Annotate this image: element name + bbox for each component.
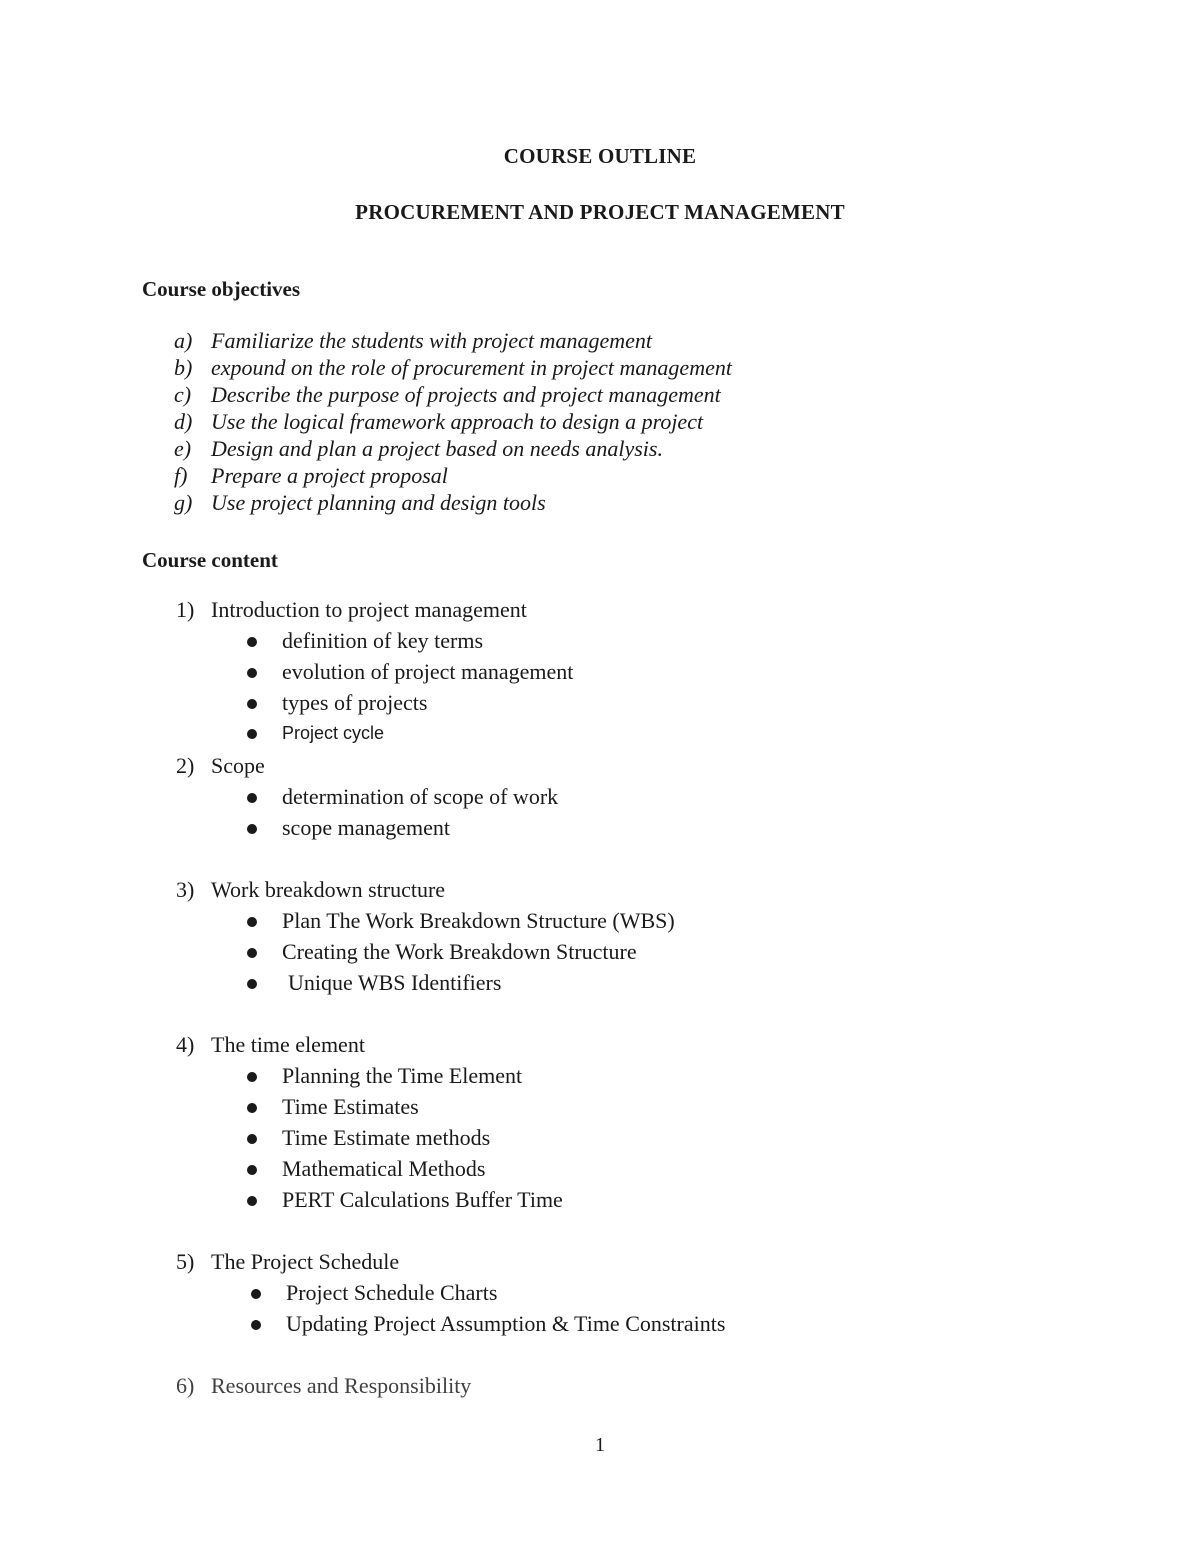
topic-subitem: Project cycle bbox=[282, 723, 385, 743]
topic-number: 1) bbox=[176, 597, 195, 622]
topic-subitem: Project Schedule Charts bbox=[286, 1280, 498, 1305]
objectives-list bbox=[174, 327, 732, 516]
topic-number: 3) bbox=[176, 877, 195, 902]
bullet-icon bbox=[247, 637, 257, 647]
objective-text: Describe the purpose of projects and project management bbox=[211, 382, 721, 407]
bullet-icon bbox=[247, 793, 257, 803]
topic-subitem: Time Estimate methods bbox=[282, 1125, 491, 1150]
topic-number: 5) bbox=[176, 1249, 195, 1274]
topic-subitem: Unique WBS Identifiers bbox=[288, 970, 502, 995]
topic-subitem: Plan The Work Breakdown Structure (WBS) bbox=[282, 908, 675, 933]
bullet-icon bbox=[247, 1072, 257, 1082]
topic-heading bbox=[176, 597, 527, 623]
objective-marker: c) bbox=[174, 382, 192, 407]
topic-title: Scope bbox=[211, 753, 265, 778]
objectives-heading: Course objectives bbox=[142, 277, 301, 301]
objective-text: Use project planning and design tools bbox=[211, 490, 546, 515]
bullet-icon bbox=[247, 948, 257, 958]
bullet-icon bbox=[247, 1165, 257, 1175]
bullet-icon bbox=[247, 729, 257, 739]
objective-item bbox=[174, 489, 732, 516]
topic-number: 4) bbox=[176, 1032, 195, 1057]
topic-subitem: PERT Calculations Buffer Time bbox=[282, 1187, 563, 1212]
topic-subitem: evolution of project management bbox=[282, 659, 574, 684]
topic-subitem: definition of key terms bbox=[282, 628, 484, 653]
objective-text: Use the logical framework approach to design a project bbox=[211, 409, 704, 434]
objective-item bbox=[174, 381, 732, 408]
objective-marker: f) bbox=[174, 463, 188, 488]
objective-item bbox=[174, 354, 732, 381]
topic-title: The time element bbox=[211, 1032, 365, 1057]
objective-item bbox=[174, 327, 732, 354]
topic-number: 6) bbox=[176, 1373, 195, 1398]
topic-subitem: types of projects bbox=[282, 690, 428, 715]
bullet-icon bbox=[247, 917, 257, 927]
objective-text: Familiarize the students with project management bbox=[211, 328, 652, 353]
objective-marker: b) bbox=[174, 355, 193, 380]
bullet-icon bbox=[247, 1103, 257, 1113]
objective-text: Design and plan a project based on needs analysis. bbox=[211, 436, 663, 461]
objective-text: expound on the role of procurement in project management bbox=[211, 355, 732, 380]
bullet-icon bbox=[247, 668, 257, 678]
topic-number: 2) bbox=[176, 753, 195, 778]
topic-subitem: Time Estimates bbox=[282, 1094, 419, 1119]
bullet-icon bbox=[251, 1320, 261, 1330]
topic-title: The Project Schedule bbox=[211, 1249, 400, 1274]
topic-subitem: determination of scope of work bbox=[282, 784, 559, 809]
topic-heading bbox=[176, 1373, 471, 1399]
topic-title: Resources and Responsibility bbox=[211, 1373, 472, 1398]
objective-item bbox=[174, 462, 732, 489]
objective-marker: d) bbox=[174, 409, 193, 434]
bullet-icon bbox=[247, 824, 257, 834]
topic-subitem: Updating Project Assumption & Time Constraints bbox=[286, 1311, 726, 1336]
objective-marker: g) bbox=[174, 490, 193, 515]
topic-heading bbox=[176, 1032, 365, 1058]
document-subtitle: PROCUREMENT AND PROJECT MANAGEMENT bbox=[355, 200, 845, 224]
topic-subitem: Mathematical Methods bbox=[282, 1156, 486, 1181]
objective-marker: e) bbox=[174, 436, 192, 461]
topic-title: Introduction to project management bbox=[211, 597, 527, 622]
objective-item bbox=[174, 435, 732, 462]
bullet-icon bbox=[251, 1289, 261, 1299]
topic-subitem: scope management bbox=[282, 815, 450, 840]
content-heading: Course content bbox=[142, 548, 278, 572]
bullet-icon bbox=[247, 979, 257, 989]
objective-item bbox=[174, 408, 732, 435]
topic-heading bbox=[176, 877, 445, 903]
objective-marker: a) bbox=[174, 328, 193, 353]
page-number: 1 bbox=[595, 1434, 605, 1456]
bullet-icon bbox=[247, 1196, 257, 1206]
topic-title: Work breakdown structure bbox=[211, 877, 446, 902]
objective-text: Prepare a project proposal bbox=[211, 463, 448, 488]
topic-heading bbox=[176, 753, 265, 779]
topic-subitem: Planning the Time Element bbox=[282, 1063, 523, 1088]
bullet-icon bbox=[247, 1134, 257, 1144]
bullet-icon bbox=[247, 699, 257, 709]
document-title: COURSE OUTLINE bbox=[503, 144, 697, 168]
topic-heading bbox=[176, 1249, 399, 1275]
topic-subitem: Creating the Work Breakdown Structure bbox=[282, 939, 637, 964]
